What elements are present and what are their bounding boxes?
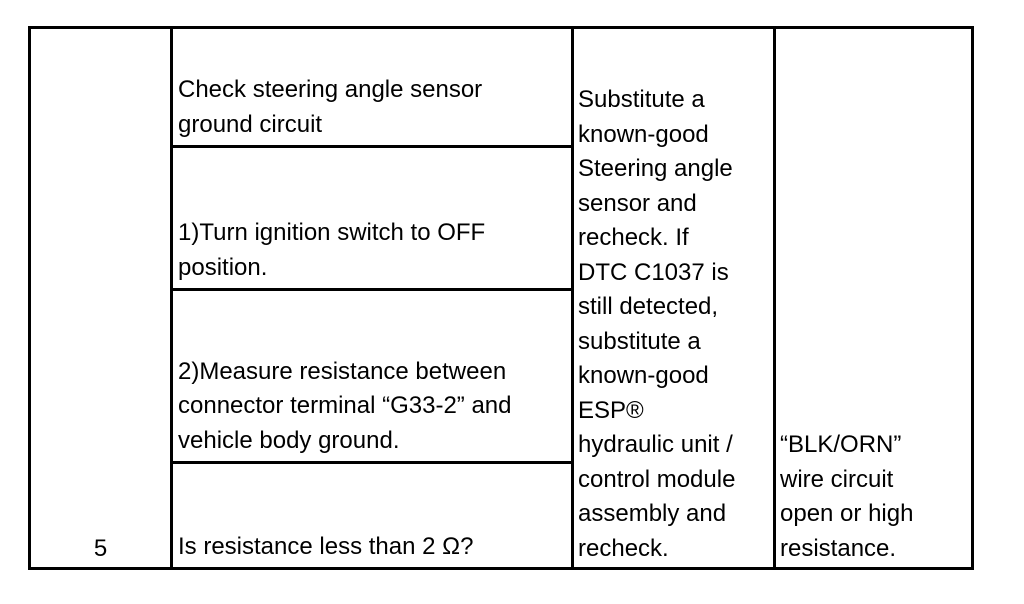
action-row-measure [173, 291, 571, 464]
action-text-check: Check steering angle sensor ground circuit [178, 76, 483, 138]
no-column [776, 29, 971, 567]
step-column [31, 29, 173, 567]
yes-result-text: Substitute a known-good Steering angle sensor and recheck. If DTC C1037 is still detected, substitute a known-good ESP® hydraulic unit / control module assembly and recheck. [578, 86, 736, 562]
action-text-ignition: 1)Turn ignition switch to OFF position. [178, 219, 486, 281]
action-row-check [173, 29, 571, 148]
yes-column [574, 29, 776, 567]
no-result-text: “BLK/ORN” wire circuit open or high resistance. [780, 431, 914, 562]
action-row-ignition [173, 148, 571, 291]
troubleshooting-table [28, 26, 974, 570]
action-column [173, 29, 574, 567]
action-row-question [173, 464, 571, 567]
action-text-measure: 2)Measure resistance between connector terminal “G33-2” and vehicle body ground. [178, 357, 512, 454]
step-number: 5 [93, 534, 108, 562]
action-text-question: Is resistance less than 2 Ω? [178, 532, 474, 560]
